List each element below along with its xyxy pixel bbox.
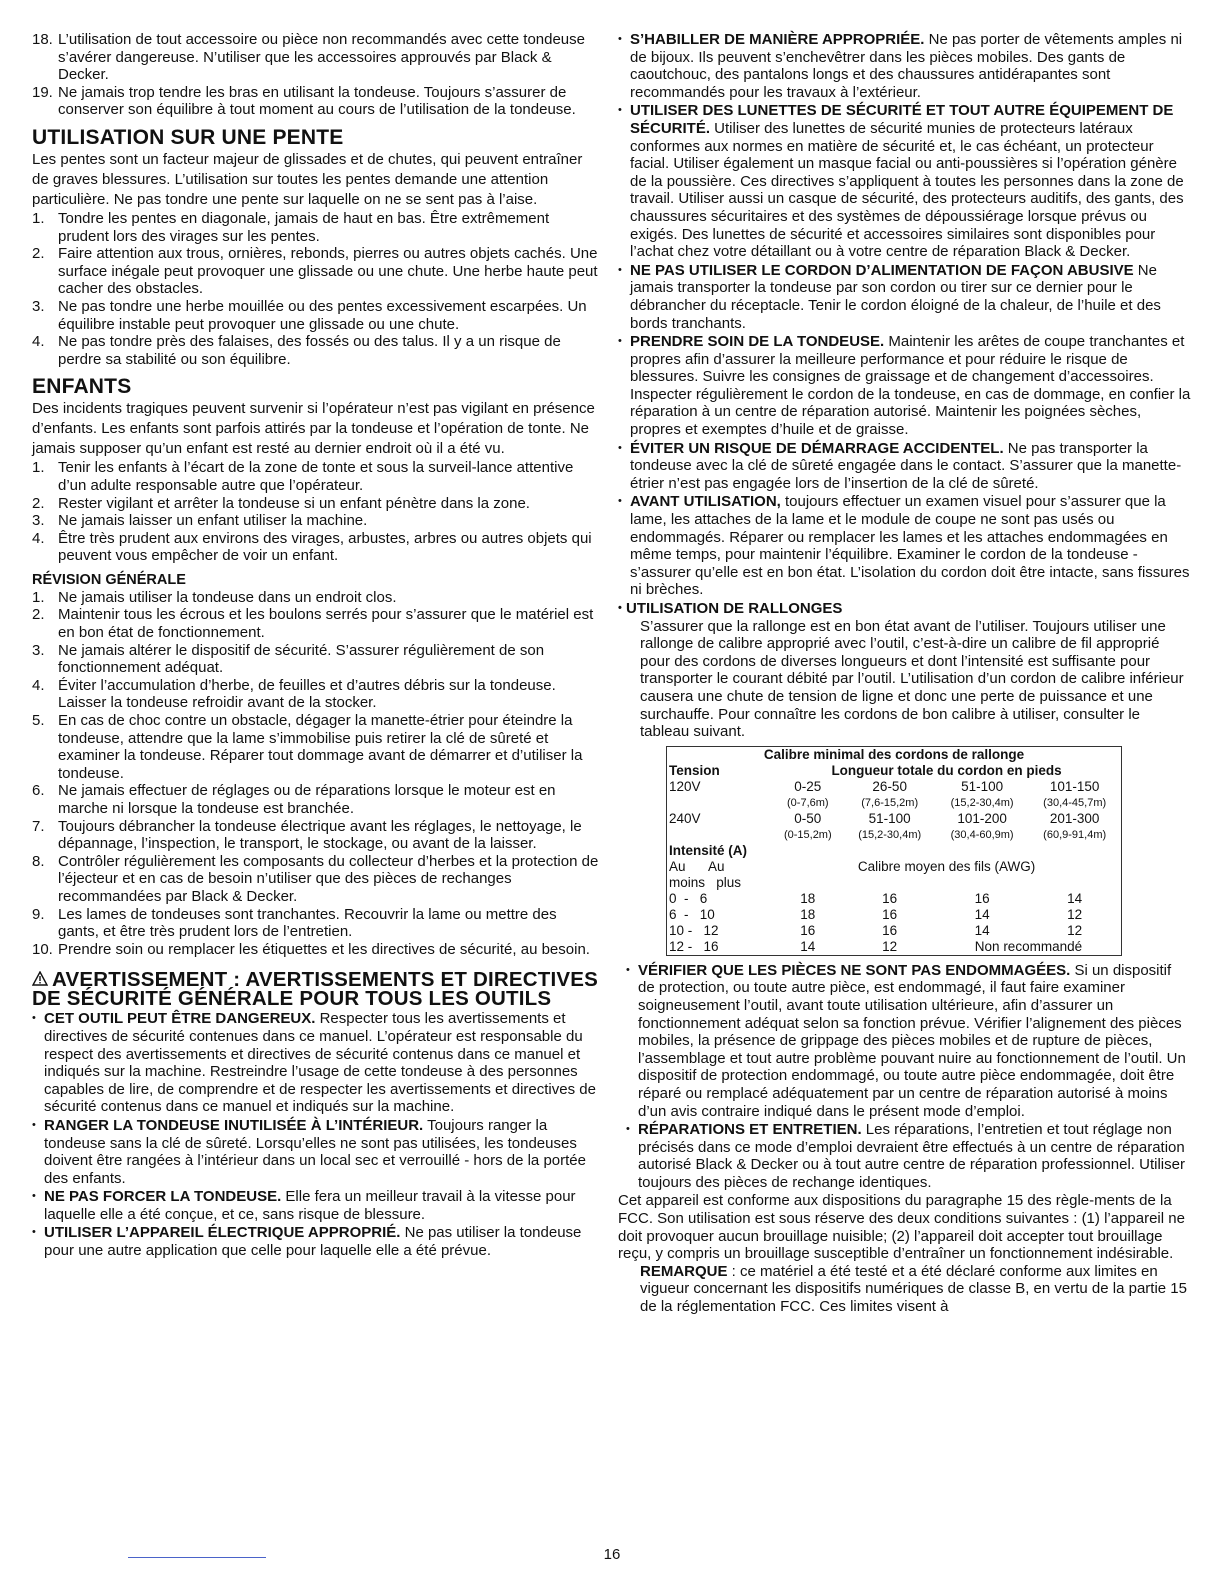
list-item: • RÉPARATIONS ET ENTRETIEN. Les réparations, l’entretien et tout réglage non précisés dans ce mode d’emploi devraient être effectués à un centre de réparation autorisé Black & Decker ou à tout autre centre de réparation professionnel. Utiliser toujours des pièces de rechange identiques.	[626, 1121, 1192, 1191]
list-item: 18. L’utilisation de tout accessoire ou pièce non recommandés avec cette tondeuse s’avérer dangereuse. N’utiliser que les accessoires approuvés par Black & Decker.	[32, 31, 585, 84]
list-item: 10. Prendre soin ou remplacer les étiquettes et les directives de sécurité, au besoin.	[32, 940, 590, 958]
warning-triangle-icon	[32, 971, 48, 986]
list-item: 1. Tondre les pentes en diagonale, jamais de haut en bas. Être extrêmement prudent lors des virages sur les pentes.	[32, 209, 550, 245]
list-item: 8. Contrôler régulièrement les composants du collecteur d’herbes et la protection de l’éjecteur et en cas de besoin n’utiliser que des pièces de rechanges recommandées par Black & Decker.	[32, 852, 599, 905]
revision-list	[32, 589, 600, 958]
remarque-note: REMARQUE : ce matériel a été testé et a été déclaré conforme aux limites en vigueur concernant les dispositifs numériques de classe B, en vertu de la partie 15 de la réglementation FCC. Ces limites visent à	[640, 1262, 1187, 1316]
list-item: 3. Ne jamais laisser un enfant utiliser la machine.	[32, 512, 368, 530]
list-item: 4. Ne pas tondre près des falaises, des fossés ou des talus. Il y a un risque de perdre sa stabilité ou son équilibre.	[32, 333, 561, 368]
page-number: 16	[603, 1546, 621, 1563]
list-item: 2. Maintenir tous les écrous et les boulons serrés pour s’assurer que le matériel est en bon état de fonctionnement.	[32, 606, 594, 642]
left-column	[32, 31, 600, 1261]
table-row: 120V 0-25 26-50 51-100 101-150	[669, 778, 1100, 794]
list-item: 4. Éviter l’accumulation d’herbe, de feuilles et d’autres débris sur la tondeuse. Laisser la tondeuse refroidir avant de la stocker.	[32, 676, 556, 712]
list-item: 1. Tenir les enfants à l’écart de la zone de tonte et sous la surveil-lance attentive d’un adulte responsable autre que l’opérateur.	[32, 459, 574, 494]
list-item: 7. Toujours débrancher la tondeuse électrique avant les réglages, le nettoyage, le dépannage, l’inspection, le transport, le stockage, ou avant de la laisser.	[32, 817, 582, 853]
slope-list	[32, 210, 600, 368]
list-item: 9. Les lames de tondeuses sont tranchantes. Recouvrir la lame ou mettre des gants, et être très prudent lors de l’entretien.	[32, 905, 557, 941]
table-row: 12 - 16 14 12 Non recommandé	[669, 938, 1083, 954]
continued-list	[32, 31, 600, 119]
table-row: (0-7,6m) (7,6-15,2m) (15,2-30,4m) (30,4-45,7m)	[787, 796, 1107, 809]
table-header: Longueur totale du cordon en pieds	[831, 762, 1062, 778]
table-row: Au Au Calibre moyen des fils (AWG)	[669, 858, 1036, 874]
safety-list-a	[618, 31, 1192, 599]
children-intro: Des incidents tragiques peuvent survenir si l’opérateur n’est pas vigilant en présence d’enfants. Les enfants sont parfois attirés par la tondeuse et l’opération de tonte. Ne jamais supposer qu’un enfant est resté au dernier endroit où il a été vu.	[32, 400, 595, 458]
list-item: 2. Faire attention aux trous, ornières, rebonds, pierres ou autres objets cachés. Une surface inégale peut provoquer une glissade ou une chute. Une herbe haute peut cacher des obstacles.	[32, 245, 598, 298]
list-item: 4. Être très prudent aux environs des virages, arbustes, arbres ou autres objets qui peuvent vous empêcher de voir un enfant.	[32, 529, 592, 565]
list-item: • NE PAS FORCER LA TONDEUSE. Elle fera un meilleur travail à la vitesse pour laquelle elle a été conçue, et ce, sans risque de blessure.	[32, 1188, 600, 1223]
section-heading-extension: • UTILISATION DE RALLONGES	[618, 600, 1192, 618]
slope-intro: Les pentes sont un facteur majeur de glissades et de chutes, qui peuvent entraîner de graves blessures. L’utilisation sur toutes les pentes demande une attention particulière. Ne pas tondre une pente sur laquelle on ne se sent pas à l’aise.	[32, 150, 583, 208]
list-item: • RANGER LA TONDEUSE INUTILISÉE À L’INTÉRIEUR. Toujours ranger la tondeuse sans la clé de sûreté. Lorsqu’elles ne sont pas utilisées, les tondeuses doivent être rangées à l’intérieur dans un local sec et verrouillé - hors de la portée des enfants.	[32, 1117, 600, 1187]
right-column	[618, 31, 1192, 1316]
list-item: • NE PAS UTILISER LE CORDON D’ALIMENTATION DE FAÇON ABUSIVE Ne jamais transporter la tondeuse par son cordon ou tirer sur ce dernier pour le débrancher du réceptacle. Tenir le cordon éloigné de la chaleur, de l’huile et des bords tranchants.	[618, 262, 1192, 332]
section-heading-warning: AVERTISSEMENT : AVERTISSEMENTS ET DIRECTIVES DE SÉCURITÉ GÉNÉRALE POUR TOUS LES OUTILS	[32, 968, 599, 1011]
table-row: 240V 0-50 51-100 101-200 201-300	[669, 810, 1100, 826]
children-list	[32, 459, 600, 565]
table-header: Tension	[669, 762, 720, 778]
table-caption: Calibre minimal des cordons de rallonge	[763, 746, 1025, 762]
extension-text: S’assurer que la rallonge est en bon état avant de l’utiliser. Toujours utiliser une rallonge de calibre approprié avec l’outil, c’est-à-dire un calibre de fil approprié pour des cordons de diverses longueurs et dont l’intensité est suffisante pour transporter le courant débité par l’outil. L’utilisation d’un cordon de calibre inférieur causera une chute de tension de ligne et donc une perte de puissance et une surchauffe. Pour connaître les cordons de bon calibre à utiliser, consulter le tableau suivant.	[640, 617, 1184, 741]
table-row: 10 - 12 16 16 14 12	[669, 922, 1083, 938]
list-item: 6. Ne jamais effectuer de réglages ou de réparations lorsque le moteur est en marche ni lorsque la tondeuse est branchée.	[32, 782, 556, 817]
extension-cord-table	[666, 746, 1122, 956]
list-item: 2. Rester vigilant et arrêter la tondeuse si un enfant pénètre dans la zone.	[32, 494, 530, 512]
table-row: 6 - 10 18 16 14 12	[669, 906, 1083, 922]
section-heading-slope: UTILISATION SUR UNE PENTE	[32, 125, 344, 149]
list-item: • S’HABILLER DE MANIÈRE APPROPRIÉE. Ne pas porter de vêtements amples ni de bijoux. Ils peuvent s’enchevêtrer dans les pièces mobiles. Des gants de caoutchouc, des pantalons longs et des chaussures antidérapantes sont recommandés pour les travaux à l’extérieur.	[618, 31, 1192, 101]
fcc-statement: Cet appareil est conforme aux dispositions du paragraphe 15 des règle-ments de la FCC. Son utilisation est sous réserve des deux conditions suivantes : (1) l’appareil ne doit provoquer aucun brouillage nuisible; (2) l’appareil doit accepter tout brouillage reçu, y compris un brouillage susceptible d’entraîner un fonctionnement indésirable.	[618, 1192, 1185, 1263]
list-item: 5. En cas de choc contre un obstacle, dégager la manette-étrier pour éteindre la tondeuse, attendre que la lame s’immobilise puis retirer la clé de sûreté et examiner la tondeuse. Réparer tout dommage avant de démarrer et d’utiliser la tondeuse.	[32, 712, 583, 782]
list-item: 19. Ne jamais trop tendre les bras en utilisant la tondeuse. Toujours s’assurer de conserver son équilibre à tout moment au cours de l’utilisation de la tondeuse.	[32, 83, 576, 119]
table-row: 0 - 6 18 16 16 14	[669, 890, 1083, 906]
list-item: 3. Ne jamais altérer le dispositif de sécurité. S’assurer régulièrement de son fonctionnement adéquat.	[32, 641, 545, 677]
warning-list	[32, 1010, 600, 1259]
section-heading-children: ENFANTS	[32, 375, 132, 399]
list-item: • PRENDRE SOIN DE LA TONDEUSE. Maintenir les arêtes de coupe tranchantes et propres afin d’assurer la meilleure performance et pour réduire le risque de blessures. Suivre les consignes de graissage et de changement d’accessoires. Inspecter régulièrement le cordon de la tondeuse, en cas de dommage, en confier la réparation à un centre de réparation autorisé. Maintenir les poignées sèches, propres et exemptes d’huile et de graisse.	[618, 333, 1192, 439]
list-item: 3. Ne pas tondre une herbe mouillée ou des pentes excessivement escarpées. Un équilibre instable peut provoquer une glissade ou une chute.	[32, 297, 587, 333]
list-item: • UTILISER L’APPAREIL ÉLECTRIQUE APPROPRIÉ. Ne pas utiliser la tondeuse pour une autre application que celle pour laquelle elle a été prévue.	[32, 1224, 600, 1259]
list-item: • ÉVITER UN RISQUE DE DÉMARRAGE ACCIDENTEL. Ne pas transporter la tondeuse avec la clé de sûreté engagée dans le contact. S’assurer que la manette-étrier n’est pas engagée lors de l’insertion de la clé de sûreté.	[618, 440, 1192, 493]
list-item: • VÉRIFIER QUE LES PIÈCES NE SONT PAS ENDOMMAGÉES. Si un dispositif de protection, ou toute autre pièce, est endommagé, il faut faire examiner soigneusement l’outil, avant toute utilisation ultérieure, afin d’assurer un fonctionnement adéquat selon sa fonction prévue. Vérifier l’alignement des pièces mobiles, la présence de grippage des pièces mobiles et de rupture de pièces, l’assemblage et tout autre problème pouvant nuire au fonctionnement de l’outil. Un dispositif de protection endommagé, ou toute autre pièce endommagée, doit être réparé ou remplacé adéquatement par un centre de réparation autorisé à moins d’un avis contraire indiqué dans le présent mode d’emploi.	[626, 962, 1192, 1120]
table-row: moins plus	[669, 874, 742, 890]
list-item: • UTILISER DES LUNETTES DE SÉCURITÉ ET TOUT AUTRE ÉQUIPEMENT DE SÉCURITÉ. Utiliser des lunettes de sécurité munies de protecteurs latéraux conformes aux normes en matière de sécurité et, le cas échéant, un protecteur facial. Utiliser également un masque facial ou anti-poussières si l’opération génère de la poussière. Ces directives s’appliquent à toutes les personnes dans la zone de travail. Utiliser aussi un casque de sécurité, des protecteurs auditifs, des gants, des chaussures sécuritaires et des systèmes de dépoussiérage lorsque prévus ou exigés. Des lunettes de sécurité et accessoires similaires sont disponibles pour l’achat chez votre détaillant ou à votre centre de réparation Black & Decker.	[618, 102, 1192, 260]
section-heading-revision: RÉVISION GÉNÉRALE	[32, 571, 186, 588]
table-header: Intensité (A)	[669, 842, 748, 858]
list-item: • AVANT UTILISATION, toujours effectuer un examen visuel pour s’assurer que la lame, les attaches de la lame et le module de coupe ne sont pas usés ou endommagés. Réparer ou remplacer les lames et les attaches endommagées en même temps, pour maintenir l’équilibre. Examiner le cordon de la tondeuse - s’assurer qu’elle est en bon état. L’isolation du cordon doit être intacte, sans fissures ni brèches.	[618, 493, 1192, 599]
list-item: 1. Ne jamais utiliser la tondeuse dans un endroit clos.	[32, 588, 397, 606]
safety-list-b	[618, 962, 1192, 1192]
table-row: (0-15,2m) (15,2-30,4m) (30,4-60,9m) (60,9-91,4m)	[783, 828, 1107, 841]
list-item: • CET OUTIL PEUT ÊTRE DANGEREUX. Respecter tous les avertissements et directives de sécurité contenues dans ce manuel. L’opérateur est responsable du respect des avertissements et directives de sécurité contenus dans ce manuel et indiqués sur la machine. Restreindre l’usage de cette tondeuse à des personnes capables de lire, de comprendre et de respecter les avertissements et directives de sécurité contenus dans ce manuel et indiqués sur la machine.	[32, 1010, 600, 1116]
